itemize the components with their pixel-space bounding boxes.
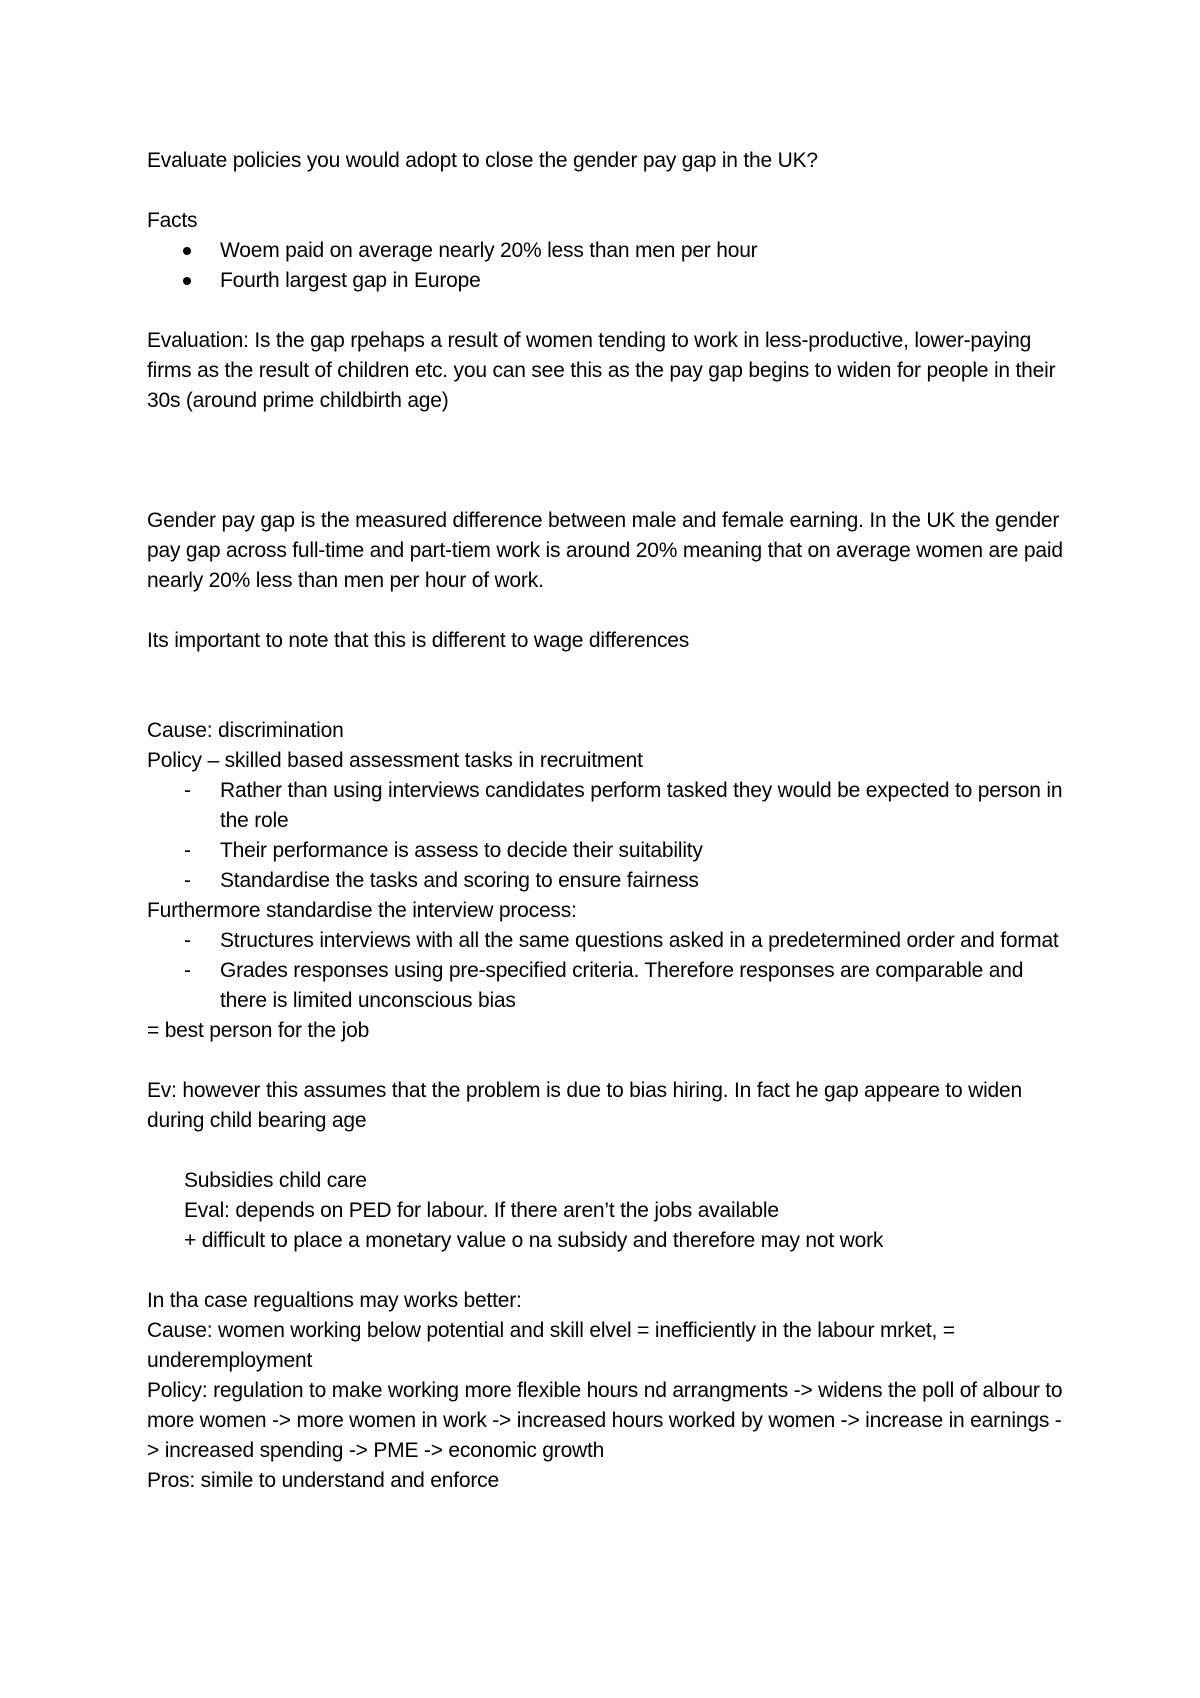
result-line: = best person for the job [147, 1019, 370, 1042]
note-paragraph: Its important to note that this is different to wage differences [147, 629, 690, 652]
list-item: Woem paid on average nearly 20% less than men per hour [147, 236, 1067, 266]
interview-list [147, 926, 1067, 1016]
subsidy-eval: Eval: depends on PED for labour. If there aren’t the jobs available [184, 1199, 779, 1222]
facts-heading: Facts [147, 209, 198, 232]
regulation-intro: In tha case regualtions may works better: [147, 1289, 522, 1312]
dash-icon: - [184, 779, 191, 802]
dash-icon: - [184, 869, 191, 892]
document-page [147, 146, 1067, 1496]
policy-skills-assessment: Policy – skilled based assessment tasks in recruitment [147, 749, 643, 772]
bullet-icon [183, 277, 191, 285]
list-item: - Structures interviews with all the same questions asked in a predetermined order and format [147, 926, 1067, 956]
regulation-policy: Policy: regulation to make working more flexible hours nd arrangments -> widens the poll of albour to more women -> more women in work -> increased hours worked by women -> increase in earnings -> increased spending -> PME -> economic growth [147, 1379, 1063, 1462]
regulation-cause: Cause: women working below potential and skill elvel = inefficiently in the labour mrket, = underemployment [147, 1319, 955, 1372]
list-item: Fourth largest gap in Europe [147, 266, 1067, 296]
ev-paragraph: Ev: however this assumes that the problem is due to bias hiring. In fact he gap appeare to widen during child bearing age [147, 1079, 1022, 1132]
furthermore-line: Furthermore standardise the interview process: [147, 899, 577, 922]
question-heading: Evaluate policies you would adopt to close the gender pay gap in the UK? [147, 149, 818, 172]
dash-icon: - [184, 839, 191, 862]
dash-icon: - [184, 929, 191, 952]
evaluation-paragraph: Evaluation: Is the gap rpehaps a result of women tending to work in less-productive, lower-paying firms as the result of children etc. you can see this as the pay gap begins to widen for people in their 30s (around prime childbirth age) [147, 329, 1056, 412]
facts-list [147, 236, 1067, 296]
dash-icon: - [184, 959, 191, 982]
subsidy-title: Subsidies child care [184, 1169, 367, 1192]
cause-discrimination: Cause: discrimination [147, 719, 344, 742]
subsidy-extra: + difficult to place a monetary value o na subsidy and therefore may not work [184, 1229, 884, 1252]
regulation-pros: Pros: simile to understand and enforce [147, 1469, 499, 1492]
list-item: - Their performance is assess to decide their suitability [147, 836, 1067, 866]
list-item: - Grades responses using pre-specified criteria. Therefore responses are comparable and there is limited unconscious bias [147, 956, 1067, 1016]
policy-list [147, 776, 1067, 896]
list-item: - Rather than using interviews candidates perform tasked they would be expected to person in the role [147, 776, 1067, 836]
bullet-icon [183, 247, 191, 255]
definition-paragraph: Gender pay gap is the measured difference between male and female earning. In the UK the gender pay gap across full-time and part-tiem work is around 20% meaning that on average women are paid nearly 20% less than men per hour of work. [147, 509, 1063, 592]
list-item: - Standardise the tasks and scoring to ensure fairness [147, 866, 1067, 896]
